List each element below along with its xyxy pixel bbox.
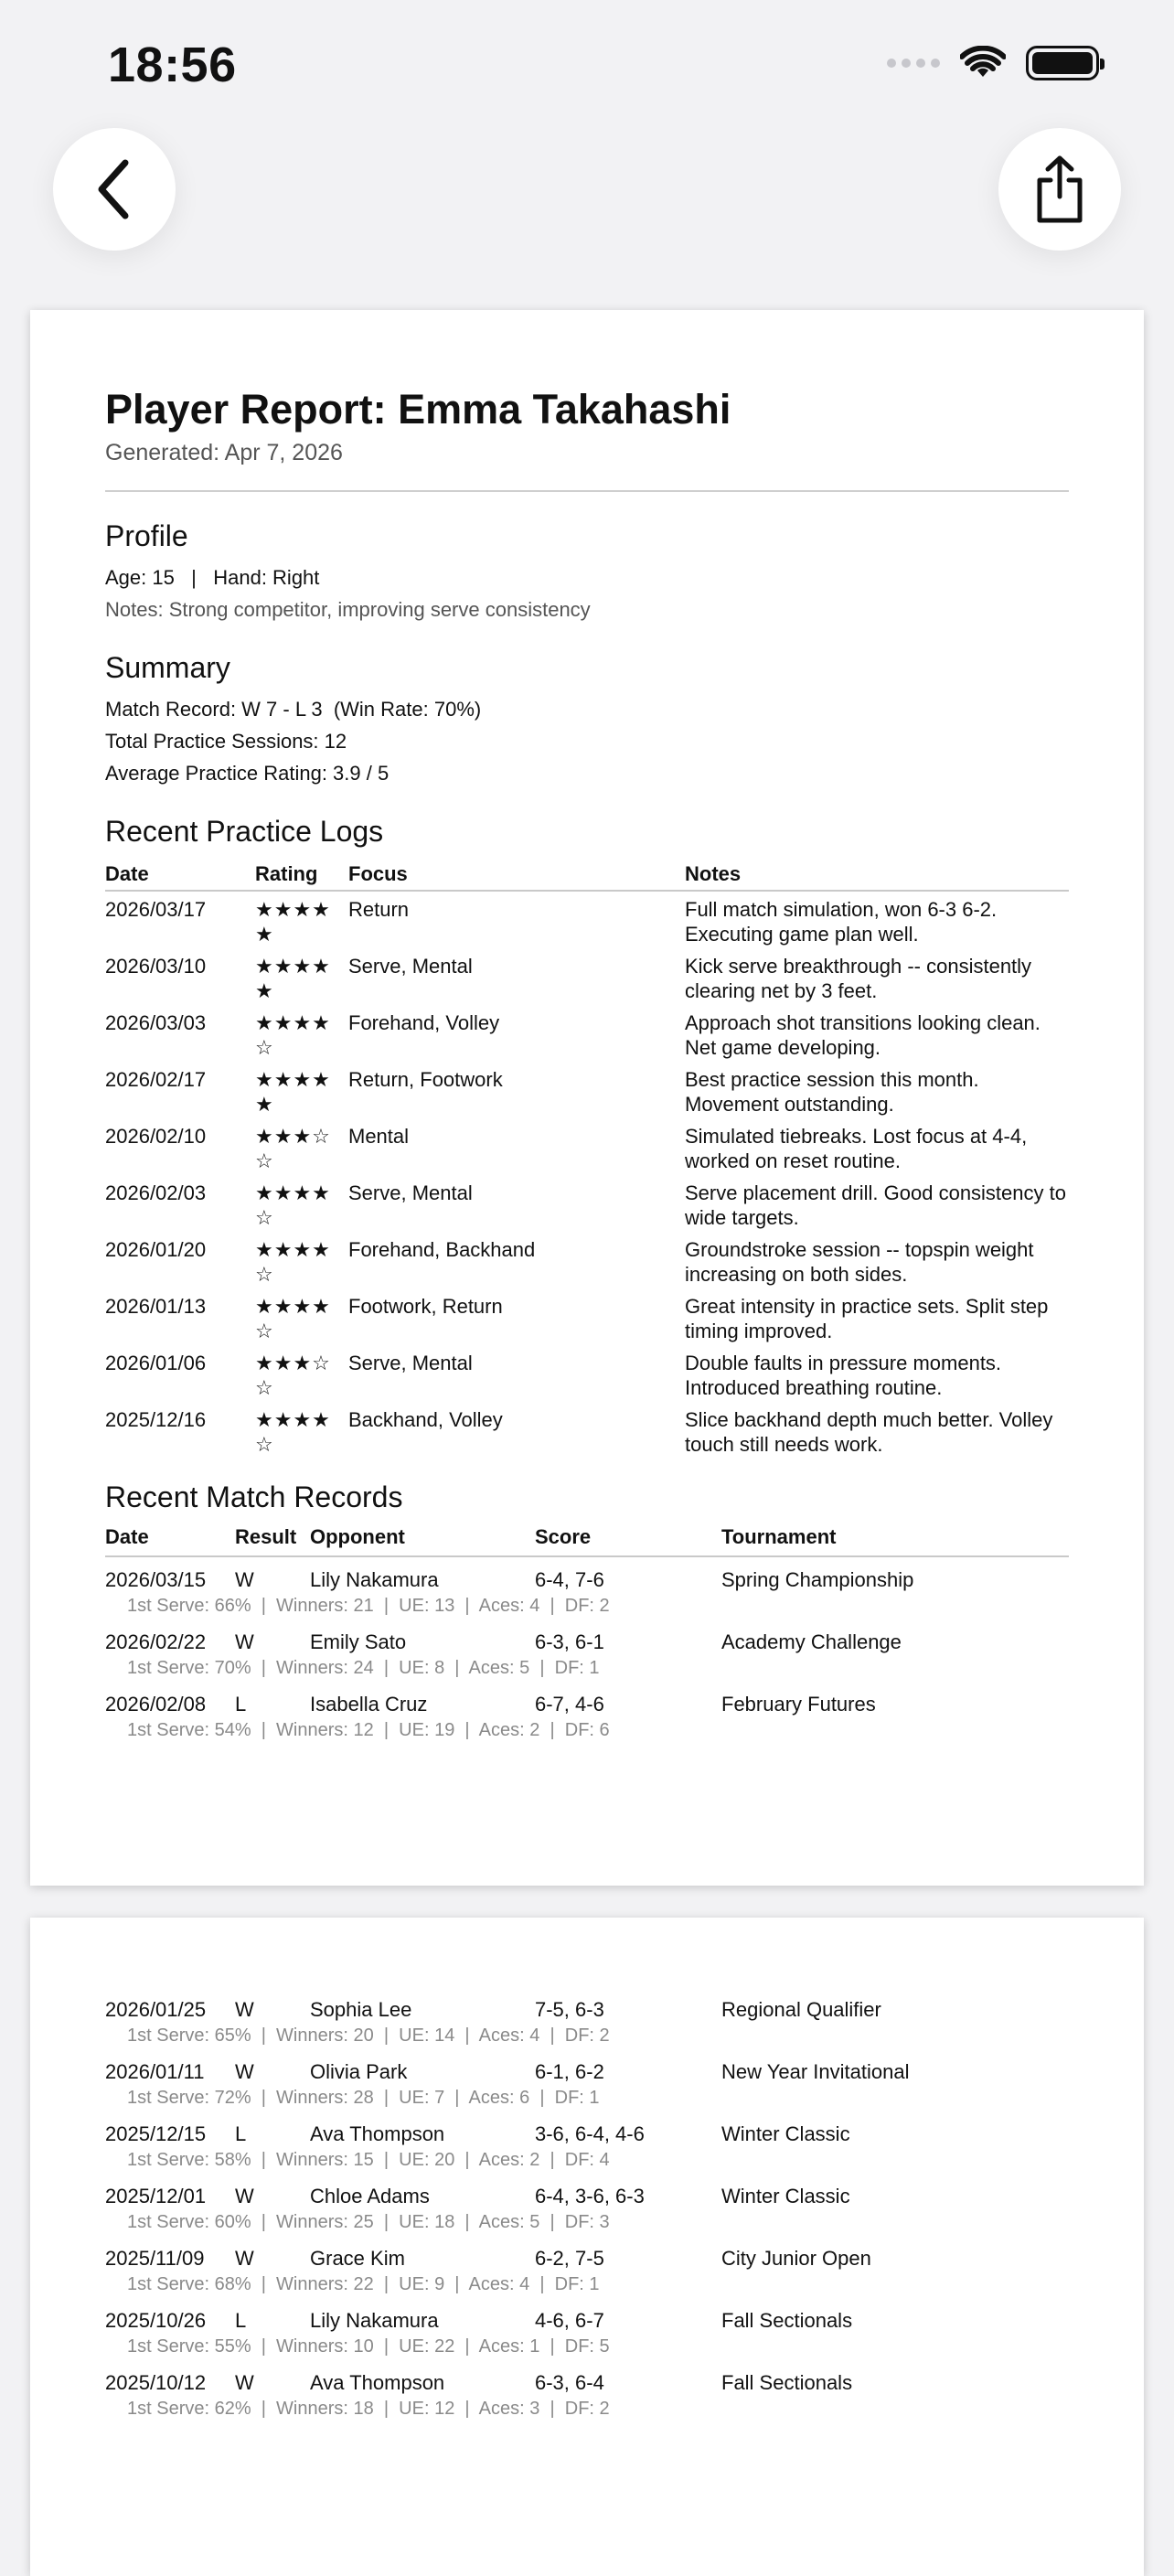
practice-focus: Forehand, Volley: [348, 1011, 500, 1034]
practice-row: [105, 1118, 1069, 1175]
match-score: 6-2, 7-5: [535, 2247, 604, 2270]
match-record: [105, 2111, 1069, 2174]
match-score: 6-3, 6-1: [535, 1630, 604, 1653]
practice-notes: Double faults in pressure moments. Introduced breathing routine.: [685, 1352, 1002, 1399]
practice-row: [105, 1402, 1069, 1459]
practice-focus: Backhand, Volley: [348, 1408, 503, 1431]
practice-focus: Serve, Mental: [348, 955, 473, 978]
match-column-header: Date: [105, 1525, 149, 1548]
summary-total-sessions: Total Practice Sessions: 12: [105, 730, 347, 753]
match-result: W: [235, 1568, 254, 1591]
match-tournament: Spring Championship: [721, 1568, 914, 1591]
match-date: 2025/10/26: [105, 2309, 207, 2332]
match-opponent: Lily Nakamura: [310, 2309, 439, 2332]
match-row: [105, 2111, 1069, 2146]
match-opponent: Ava Thompson: [310, 2371, 445, 2394]
summary-match-record: Match Record: W 7 - L 3 (Win Rate: 70%): [105, 698, 482, 721]
match-score: 6-1, 6-2: [535, 2060, 604, 2083]
match-date: 2025/12/01: [105, 2185, 207, 2207]
match-opponent: Ava Thompson: [310, 2122, 445, 2145]
practice-row: [105, 948, 1069, 1005]
match-record: [105, 2360, 1069, 2422]
practice-focus: Footwork, Return: [348, 1295, 503, 1318]
practice-rating-stars: ★★★★ ★: [255, 898, 331, 946]
share-icon: [1032, 155, 1087, 224]
practice-notes: Full match simulation, won 6-3 6-2. Executing game plan well.: [685, 898, 998, 946]
practice-notes: Kick serve breakthrough -- consistently clearing net by 3 feet.: [685, 955, 1032, 1002]
summary-heading: Summary: [105, 651, 230, 684]
match-record: [105, 2236, 1069, 2298]
practice-row: [105, 1175, 1069, 1232]
practice-rating-stars: ★★★☆ ☆: [255, 1352, 331, 1399]
match-tournament: Fall Sectionals: [721, 2371, 853, 2394]
match-date: 2026/01/11: [105, 2060, 205, 2083]
match-stats: 1st Serve: 68% | Winners: 22 | UE: 9 | Aces: 4 | DF: 1: [127, 2274, 600, 2294]
profile-notes: Notes: Strong competitor, improving serve consistency: [105, 598, 591, 621]
match-score: 6-4, 7-6: [535, 1568, 604, 1591]
match-score: 7-5, 6-3: [535, 1998, 604, 2021]
practice-rating-stars: ★★★★ ☆: [255, 1295, 331, 1342]
match-stats: 1st Serve: 55% | Winners: 10 | UE: 22 | Aces: 1 | DF: 5: [127, 2336, 610, 2357]
practice-table: [105, 853, 1069, 1459]
summary-avg-rating: Average Practice Rating: 3.9 / 5: [105, 762, 390, 785]
match-date: 2025/10/12: [105, 2371, 207, 2394]
share-button[interactable]: [998, 128, 1121, 251]
match-stats: 1st Serve: 72% | Winners: 28 | UE: 7 | Aces: 6 | DF: 1: [127, 2088, 600, 2108]
match-score: 3-6, 6-4, 4-6: [535, 2122, 645, 2145]
match-column-header: Tournament: [721, 1525, 837, 1548]
divider: [105, 490, 1069, 492]
matches-heading: Recent Match Records: [105, 1480, 403, 1513]
practice-row: [105, 1005, 1069, 1062]
match-result: W: [235, 2060, 254, 2083]
practice-row: [105, 891, 1069, 948]
practice-notes: Approach shot transitions looking clean. Net game developing.: [685, 1011, 1041, 1059]
report-title: Player Report: Emma Takahashi: [105, 386, 731, 433]
practice-table-header: [105, 853, 1069, 891]
match-stats: 1st Serve: 70% | Winners: 24 | UE: 8 | Aces: 5 | DF: 1: [127, 1658, 600, 1678]
match-table-header: [105, 1519, 1069, 1557]
practice-notes: Simulated tiebreaks. Lost focus at 4-4, worked on reset routine.: [685, 1125, 1028, 1172]
match-opponent: Grace Kim: [310, 2247, 405, 2270]
match-stats: 1st Serve: 62% | Winners: 18 | UE: 12 | Aces: 3 | DF: 2: [127, 2399, 610, 2419]
practice-notes: Slice backhand depth much better. Volley touch still needs work.: [685, 1408, 1053, 1456]
profile-heading: Profile: [105, 519, 188, 552]
match-result: L: [235, 2309, 247, 2332]
practice-row: [105, 1062, 1069, 1118]
practice-date: 2026/03/10: [105, 955, 207, 978]
practice-column-header: Rating: [255, 853, 348, 891]
match-opponent: Sophia Lee: [310, 1998, 412, 2021]
practice-date: 2025/12/16: [105, 1408, 207, 1431]
match-stats: 1st Serve: 66% | Winners: 21 | UE: 13 | Aces: 4 | DF: 2: [127, 1596, 610, 1616]
match-column-header: Score: [535, 1525, 592, 1548]
practice-rating-stars: ★★★★ ☆: [255, 1011, 331, 1059]
match-result: W: [235, 2185, 254, 2207]
match-result: W: [235, 2371, 254, 2394]
match-stats: 1st Serve: 65% | Winners: 20 | UE: 14 | Aces: 4 | DF: 2: [127, 2026, 610, 2046]
match-tournament: Winter Classic: [721, 2185, 850, 2207]
match-score: 6-4, 3-6, 6-3: [535, 2185, 645, 2207]
practice-rating-stars: ★★★★ ☆: [255, 1408, 331, 1456]
practice-date: 2026/02/03: [105, 1181, 207, 1204]
practice-date: 2026/03/17: [105, 898, 207, 921]
practice-notes: Best practice session this month. Movement outstanding.: [685, 1068, 979, 1116]
practice-date: 2026/01/06: [105, 1352, 207, 1374]
match-row: [105, 2298, 1069, 2333]
practice-focus: Mental: [348, 1125, 410, 1148]
match-record: [105, 1987, 1069, 2049]
practice-notes: Serve placement drill. Good consistency to wide targets.: [685, 1181, 1066, 1229]
match-date: 2026/02/22: [105, 1630, 207, 1653]
generated-date: Generated: Apr 7, 2026: [105, 440, 343, 465]
match-tournament: Regional Qualifier: [721, 1998, 881, 2021]
report-page-1: [30, 310, 1144, 1886]
match-stats: 1st Serve: 54% | Winners: 12 | UE: 19 | Aces: 2 | DF: 6: [127, 1720, 610, 1740]
match-date: 2026/02/08: [105, 1693, 207, 1716]
practice-date: 2026/01/13: [105, 1295, 207, 1318]
practice-heading: Recent Practice Logs: [105, 815, 384, 848]
report-content: [105, 385, 1069, 1744]
matches-section: [105, 1479, 1069, 1744]
practice-row: [105, 1345, 1069, 1402]
match-record: [105, 2049, 1069, 2111]
practice-section: [105, 813, 1069, 1459]
match-opponent: Olivia Park: [310, 2060, 408, 2083]
match-result: L: [235, 1693, 247, 1716]
match-result: W: [235, 1630, 254, 1653]
report-page-2: [30, 1918, 1144, 2576]
practice-date: 2026/02/10: [105, 1125, 207, 1148]
practice-focus: Return: [348, 898, 410, 921]
match-tournament: New Year Invitational: [721, 2060, 910, 2083]
practice-column-header: Date: [105, 853, 255, 891]
match-opponent: Chloe Adams: [310, 2185, 430, 2207]
match-row: [105, 2049, 1069, 2084]
match-record: [105, 1557, 1069, 1619]
match-row: [105, 1619, 1069, 1654]
match-tournament: Winter Classic: [721, 2122, 850, 2145]
practice-row: [105, 1288, 1069, 1345]
practice-column-header: Focus: [348, 853, 685, 891]
practice-table-body: [105, 891, 1069, 1459]
practice-date: 2026/01/20: [105, 1238, 207, 1261]
practice-focus: Forehand, Backhand: [348, 1238, 536, 1261]
match-row: [105, 2360, 1069, 2395]
match-tournament: City Junior Open: [721, 2247, 871, 2270]
practice-rating-stars: ★★★★ ☆: [255, 1238, 331, 1286]
match-row: [105, 1987, 1069, 2022]
wifi-icon: [960, 46, 1006, 80]
match-tournament: Fall Sectionals: [721, 2309, 853, 2332]
practice-rating-stars: ★★★☆ ☆: [255, 1125, 331, 1172]
practice-column-header: Notes: [685, 853, 1069, 891]
back-button[interactable]: [53, 128, 176, 251]
match-opponent: Isabella Cruz: [310, 1693, 428, 1716]
match-column-header: Opponent: [310, 1525, 405, 1548]
status-bar: [0, 0, 1174, 128]
practice-date: 2026/03/03: [105, 1011, 207, 1034]
practice-notes: Groundstroke session -- topspin weight increasing on both sides.: [685, 1238, 1034, 1286]
match-list-page-1: [105, 1557, 1069, 1744]
match-row: [105, 1682, 1069, 1716]
match-tournament: Academy Challenge: [721, 1630, 902, 1653]
match-column-header: Result: [235, 1525, 297, 1548]
match-date: 2026/01/25: [105, 1998, 207, 2021]
practice-focus: Return, Footwork: [348, 1068, 503, 1091]
practice-rating-stars: ★★★★ ★: [255, 1068, 331, 1116]
match-date: 2025/11/09: [105, 2247, 205, 2270]
match-record: [105, 2298, 1069, 2360]
match-date: 2026/03/15: [105, 1568, 207, 1591]
practice-focus: Serve, Mental: [348, 1352, 473, 1374]
match-list-page-2: [105, 1987, 1069, 2422]
match-score: 6-7, 4-6: [535, 1693, 604, 1716]
match-record: [105, 1619, 1069, 1682]
practice-rating-stars: ★★★★ ☆: [255, 1181, 331, 1229]
practice-row: [105, 1232, 1069, 1288]
cellular-signal-icon: [887, 59, 940, 68]
match-result: L: [235, 2122, 247, 2145]
chevron-left-icon: [92, 157, 136, 221]
profile-age-hand: Age: 15 | Hand: Right: [105, 566, 320, 589]
practice-notes: Great intensity in practice sets. Split step timing improved.: [685, 1295, 1049, 1342]
summary-section: [105, 649, 1069, 789]
profile-section: [105, 518, 1069, 625]
match-score: 4-6, 6-7: [535, 2309, 604, 2332]
practice-focus: Serve, Mental: [348, 1181, 473, 1204]
match-record: [105, 1682, 1069, 1744]
match-row: [105, 1557, 1069, 1592]
practice-rating-stars: ★★★★ ★: [255, 955, 331, 1002]
match-record: [105, 2174, 1069, 2236]
match-stats: 1st Serve: 60% | Winners: 25 | UE: 18 | Aces: 5 | DF: 3: [127, 2212, 610, 2232]
practice-date: 2026/02/17: [105, 1068, 207, 1091]
status-icons: [887, 46, 1099, 80]
match-tournament: February Futures: [721, 1693, 876, 1716]
match-row: [105, 2236, 1069, 2271]
status-time: 18:56: [108, 37, 237, 92]
match-opponent: Lily Nakamura: [310, 1568, 439, 1591]
match-stats: 1st Serve: 58% | Winners: 15 | UE: 20 | Aces: 2 | DF: 4: [127, 2150, 610, 2170]
match-opponent: Emily Sato: [310, 1630, 407, 1653]
match-row: [105, 2174, 1069, 2208]
battery-icon: [1026, 46, 1099, 80]
match-date: 2025/12/15: [105, 2122, 207, 2145]
match-result: W: [235, 1998, 254, 2021]
match-result: W: [235, 2247, 254, 2270]
match-score: 6-3, 6-4: [535, 2371, 604, 2394]
